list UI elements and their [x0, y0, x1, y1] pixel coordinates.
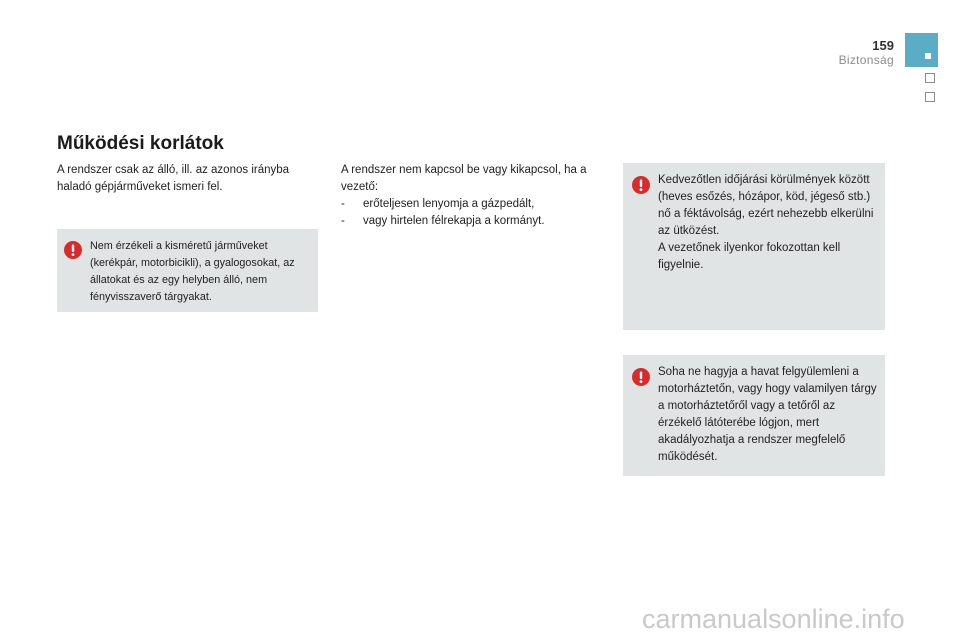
conditions-intro: A rendszer nem kapcsol be vagy kikapcsol, ha a vezető: [341, 164, 587, 193]
tab-indicator-dot [925, 53, 931, 59]
warning-text: Soha ne hagyja a havat felgyülemleni a motorháztetőn, vagy hogy valamilyen tárgy a motorháztetőről vagy a tetőről az érzékelő látóterébe lógjon, mert akadályozhatja a rendszer megfelelő működését. [658, 366, 877, 463]
section-name: Biztonság [838, 53, 894, 67]
list-bullet: - [341, 198, 345, 210]
list-bullet: - [341, 215, 345, 227]
list-item [341, 213, 603, 230]
intro-paragraph: A rendszer csak az álló, ill. az azonos irányba haladó gépjárműveket ismeri fel. [57, 164, 290, 193]
warning-icon [632, 368, 650, 386]
warning-icon [64, 241, 82, 259]
deactivation-conditions [341, 162, 603, 230]
warning-icon [632, 176, 650, 194]
warning-text [658, 172, 880, 274]
page-title: Működési korlátok [57, 133, 224, 154]
list-item-text: vagy hirtelen félrekapja a kormányt. [363, 215, 545, 227]
warning-box-detection [57, 229, 318, 312]
warning-box-weather [623, 163, 885, 330]
warning-text-line: Kedvezőtlen időjárási körülmények között (heves esőzés, hózápor, köd, jégeső stb.) nő a féktávolság, ezért nehezebb elkerülni az ütközést. [658, 174, 874, 237]
warning-box-snow [623, 355, 885, 476]
list-item [341, 196, 603, 213]
section-tab[interactable] [925, 73, 935, 83]
section-tab-active[interactable] [905, 33, 938, 67]
warning-text: Nem érzékeli a kisméretű járműveket (kerékpár, motorbicikli), a gyalogosokat, az állatokat és az egy helyben álló, nem fényvisszaverő tárgyakat. [90, 240, 295, 303]
conditions-list [341, 196, 603, 230]
warning-text-line: A vezetőnek ilyenkor fokozottan kell figyelnie. [658, 242, 841, 271]
section-tab[interactable] [925, 92, 935, 102]
page-number: 159 [872, 38, 894, 53]
watermark: carmanualsonline.info [642, 604, 905, 634]
list-item-text: erőteljesen lenyomja a gázpedált, [363, 198, 535, 210]
